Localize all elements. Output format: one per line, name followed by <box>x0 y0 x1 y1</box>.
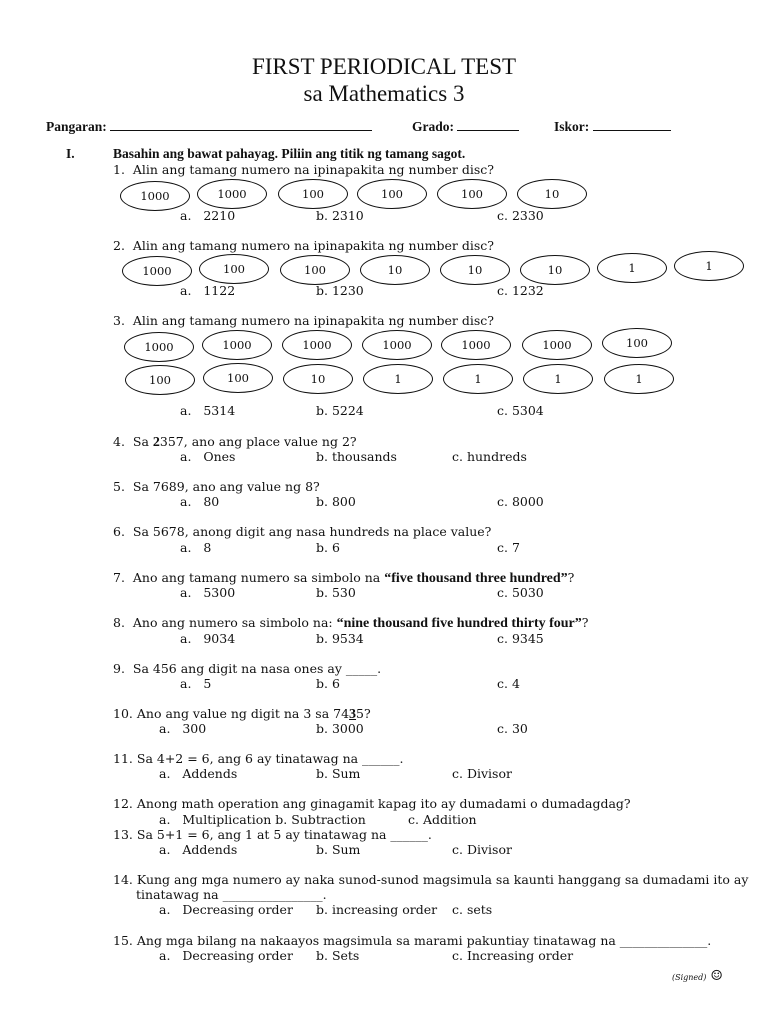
question-1: 1. Alin ang tamang numero na ipinapakita ng number disc? <box>113 162 494 177</box>
number-disc: 1000 <box>122 256 192 286</box>
number-disc: 100 <box>602 328 672 358</box>
q4-option-b[interactable]: b. thousands <box>316 449 397 464</box>
number-disc: 1000 <box>120 181 190 211</box>
q12-option-c[interactable]: c. Addition <box>408 812 477 827</box>
signature <box>672 968 723 984</box>
q13-option-a[interactable]: a. Addends <box>159 842 238 857</box>
q3-option-a[interactable]: a. 5314 <box>180 403 236 418</box>
number-disc: 10 <box>360 255 430 285</box>
number-disc: 1000 <box>202 330 272 360</box>
q9-option-c[interactable]: c. 4 <box>497 676 520 691</box>
q13-option-b[interactable]: b. Sum <box>316 842 361 857</box>
name-blank[interactable] <box>110 118 372 131</box>
q6-option-c[interactable]: c. 7 <box>497 540 520 555</box>
score-field[interactable] <box>554 118 671 135</box>
q2-option-b[interactable]: b. 1230 <box>316 283 364 298</box>
section-instruction: Basahin ang bawat pahayag. Piliin ang titik ng tamang sagot. <box>113 146 466 161</box>
number-disc: 10 <box>517 179 587 209</box>
q8-option-b[interactable]: b. 9534 <box>316 631 364 646</box>
question-12: 12. Anong math operation ang ginagamit kapag ito ay dumadami o dumadagdag? <box>113 796 631 811</box>
number-disc: 10 <box>520 255 590 285</box>
q11-option-b[interactable]: b. Sum <box>316 766 361 781</box>
q4-option-c[interactable]: c. hundreds <box>452 449 527 464</box>
number-disc: 1000 <box>124 332 194 362</box>
number-disc: 100 <box>125 365 195 395</box>
question-8: 8. Ano ang numero sa simbolo na: “nine thousand five hundred thirty four”? <box>113 615 589 631</box>
grade-field[interactable] <box>412 118 519 135</box>
question-15: 15. Ang mga bilang na nakaayos magsimula sa marami pakuntiay tinatawag na ______________. <box>113 933 712 948</box>
section-number: I. <box>66 146 75 161</box>
q8-option-a[interactable]: a. 9034 <box>180 631 236 646</box>
q6-option-a[interactable]: a. 8 <box>180 540 212 555</box>
q10-option-b[interactable]: b. 3000 <box>316 721 364 736</box>
q10-option-c[interactable]: c. 30 <box>497 721 528 736</box>
q9-option-b[interactable]: b. 6 <box>316 676 340 691</box>
number-disc: 100 <box>199 254 269 284</box>
page-title: FIRST PERIODICAL TEST <box>251 54 517 79</box>
question-11: 11. Sa 4+2 = 6, ang 6 ay tinatawag na ______. <box>113 751 404 766</box>
q3-option-c[interactable]: c. 5304 <box>497 403 544 418</box>
number-disc: 10 <box>283 364 353 394</box>
grade-blank[interactable] <box>457 118 519 131</box>
number-disc: 1 <box>363 364 433 394</box>
name-label: Pangaran: <box>46 119 107 134</box>
number-disc: 100 <box>203 363 273 393</box>
question-10: 10. Ano ang value ng digit na 3 sa 7435? <box>113 706 371 722</box>
q11-option-c[interactable]: c. Divisor <box>452 766 512 781</box>
q8-option-c[interactable]: c. 9345 <box>497 631 544 646</box>
q5-option-c[interactable]: c. 8000 <box>497 494 544 509</box>
number-disc: 100 <box>280 255 350 285</box>
grade-label: Grado: <box>412 119 454 134</box>
q5-option-a[interactable]: a. 80 <box>180 494 220 509</box>
q1-option-b[interactable]: b. 2310 <box>316 208 364 223</box>
q15-option-a[interactable]: a. Decreasing order <box>159 948 293 963</box>
number-disc: 1 <box>597 253 667 283</box>
number-disc: 1 <box>443 364 513 394</box>
q15-option-c[interactable]: c. Increasing order <box>452 948 574 963</box>
q10-option-a[interactable]: a. 300 <box>159 721 207 736</box>
number-disc: 10 <box>440 255 510 285</box>
q4-option-a[interactable]: a. Ones <box>180 449 236 464</box>
signed-label: (Signed) <box>672 973 707 982</box>
q14-option-a[interactable]: a. Decreasing order <box>159 902 293 917</box>
question-14: 14. Kung ang mga numero ay naka sunod-sunod magsimula sa kaunti hanggang sa dumadami ito ay <box>113 872 749 887</box>
q6-option-b[interactable]: b. 6 <box>316 540 340 555</box>
number-disc: 1000 <box>197 179 267 209</box>
number-disc: 1 <box>604 364 674 394</box>
number-disc: 1 <box>674 251 744 281</box>
question-9: 9. Sa 456 ang digit na nasa ones ay _____. <box>113 661 382 676</box>
q12-option-a[interactable]: a. Multiplication b. Subtraction <box>159 812 366 827</box>
q11-option-a[interactable]: a. Addends <box>159 766 238 781</box>
smiley-icon: ☺ <box>710 968 723 984</box>
score-label: Iskor: <box>554 119 590 134</box>
number-disc: 100 <box>278 179 348 209</box>
q14-option-c[interactable]: c. sets <box>452 902 493 917</box>
question-6: 6. Sa 5678, anong digit ang nasa hundreds na place value? <box>113 524 492 539</box>
q2-option-c[interactable]: c. 1232 <box>497 283 544 298</box>
q1-option-a[interactable]: a. 2210 <box>180 208 236 223</box>
q7-option-b[interactable]: b. 530 <box>316 585 356 600</box>
q15-option-b[interactable]: b. Sets <box>316 948 360 963</box>
q9-option-a[interactable]: a. 5 <box>180 676 212 691</box>
question-4: 4. Sa 2357, ano ang place value ng 2? <box>113 434 357 450</box>
q13-option-c[interactable]: c. Divisor <box>452 842 512 857</box>
number-disc: 1000 <box>522 330 592 360</box>
number-disc: 1000 <box>441 330 511 360</box>
question-7: 7. Ano ang tamang numero sa simbolo na “five thousand three hundred”? <box>113 570 575 586</box>
q7-option-c[interactable]: c. 5030 <box>497 585 544 600</box>
number-disc: 1000 <box>362 330 432 360</box>
question-14-line2: tinatawag na ________________. <box>136 887 327 902</box>
number-disc: 1 <box>523 364 593 394</box>
q5-option-b[interactable]: b. 800 <box>316 494 356 509</box>
q7-option-a[interactable]: a. 5300 <box>180 585 236 600</box>
q1-option-c[interactable]: c. 2330 <box>497 208 544 223</box>
number-disc: 100 <box>357 179 427 209</box>
q3-option-b[interactable]: b. 5224 <box>316 403 364 418</box>
question-3: 3. Alin ang tamang numero na ipinapakita ng number disc? <box>113 313 494 328</box>
question-13: 13. Sa 5+1 = 6, ang 1 at 5 ay tinatawag na ______. <box>113 827 432 842</box>
q14-option-b[interactable]: b. increasing order <box>316 902 438 917</box>
number-disc: 1000 <box>282 330 352 360</box>
q2-option-a[interactable]: a. 1122 <box>180 283 236 298</box>
question-2: 2. Alin ang tamang numero na ipinapakita ng number disc? <box>113 238 494 253</box>
number-disc: 100 <box>437 179 507 209</box>
score-blank[interactable] <box>593 118 671 131</box>
question-5: 5. Sa 7689, ano ang value ng 8? <box>113 479 320 494</box>
name-field[interactable] <box>46 118 372 135</box>
page-subtitle: sa Mathematics 3 <box>303 81 465 106</box>
